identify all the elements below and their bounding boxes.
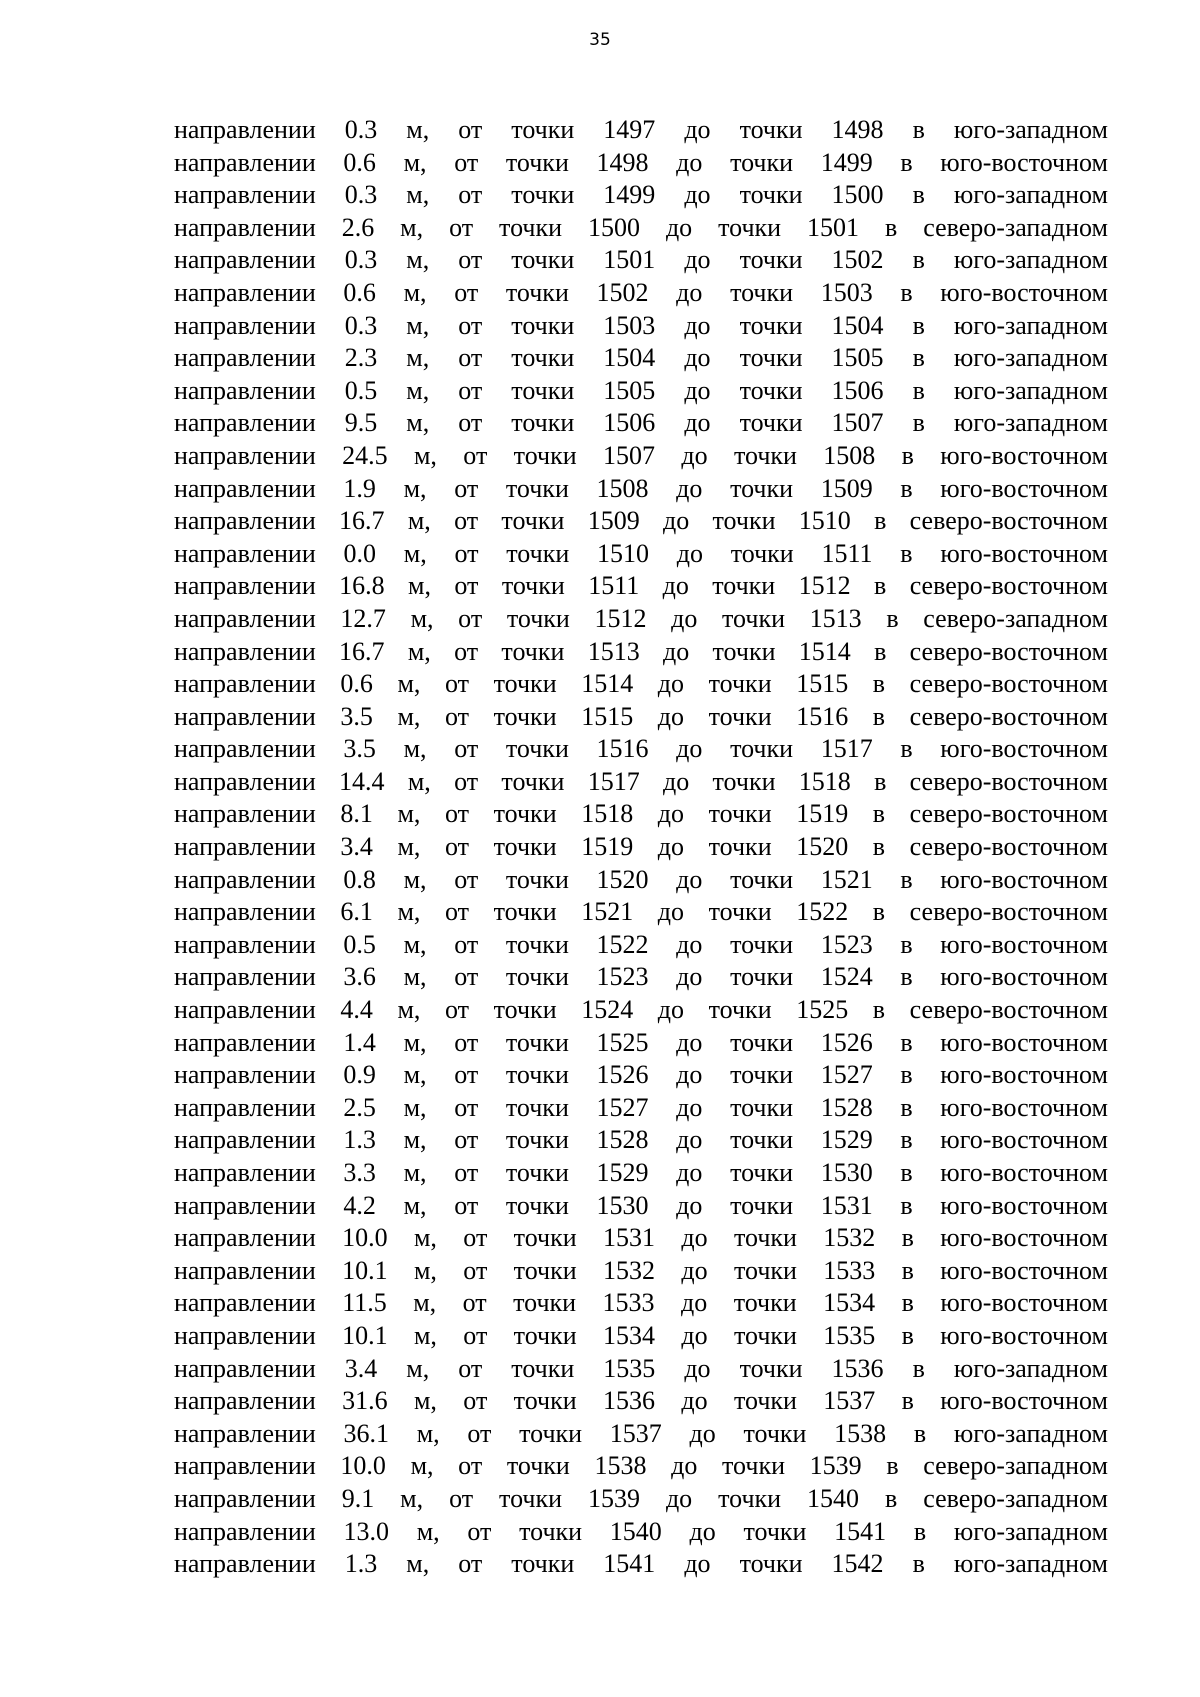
text-line: направлении 10.0 м, от точки 1531 до точки 1532 в юго-восточном: [174, 1223, 1108, 1253]
text-line: направлении 13.0 м, от точки 1540 до точки 1541 в юго-западном: [174, 1516, 1108, 1546]
text-line: направлении 0.9 м, от точки 1526 до точки 1527 в юго-восточном: [174, 1060, 1108, 1090]
text-line: направлении 1.3 м, от точки 1528 до точки 1529 в юго-восточном: [174, 1125, 1108, 1155]
text-line: направлении 0.3 м, от точки 1497 до точки 1498 в юго-западном: [174, 115, 1108, 144]
text-line: направлении 12.7 м, от точки 1512 до точки 1513 в северо-западном: [174, 603, 1108, 633]
text-line: направлении 31.6 м, от точки 1536 до точки 1537 в юго-восточном: [174, 1386, 1108, 1416]
text-line: направлении 9.1 м, от точки 1539 до точки 1540 в северо-западном: [174, 1483, 1108, 1513]
text-line: направлении 10.0 м, от точки 1538 до точки 1539 в северо-западном: [174, 1451, 1108, 1481]
text-line: направлении 0.5 м, от точки 1522 до точки 1523 в юго-восточном: [174, 929, 1108, 959]
document-body-text: [174, 114, 1108, 1581]
text-line: направлении 2.6 м, от точки 1500 до точки 1501 в северо-западном: [174, 212, 1108, 242]
text-line: направлении 0.5 м, от точки 1505 до точки 1506 в юго-западном: [174, 375, 1108, 405]
text-line: направлении 16.8 м, от точки 1511 до точки 1512 в северо-восточном: [174, 571, 1108, 601]
text-line: направлении 4.2 м, от точки 1530 до точки 1531 в юго-восточном: [174, 1190, 1108, 1220]
text-line: направлении 3.5 м, от точки 1516 до точки 1517 в юго-восточном: [174, 734, 1108, 764]
text-line: направлении 11.5 м, от точки 1533 до точки 1534 в юго-восточном: [174, 1288, 1108, 1318]
text-line: направлении 2.5 м, от точки 1527 до точки 1528 в юго-восточном: [174, 1092, 1108, 1122]
text-line: направлении 0.6 м, от точки 1514 до точки 1515 в северо-восточном: [174, 669, 1108, 699]
text-line: направлении 0.3 м, от точки 1503 до точки 1504 в юго-западном: [174, 310, 1108, 340]
text-line: направлении 14.4 м, от точки 1517 до точки 1518 в северо-восточном: [174, 766, 1108, 796]
text-line: направлении 36.1 м, от точки 1537 до точки 1538 в юго-западном: [174, 1418, 1108, 1448]
text-line: направлении 0.0 м, от точки 1510 до точки 1511 в юго-восточном: [174, 538, 1108, 568]
text-line: направлении 0.6 м, от точки 1502 до точки 1503 в юго-восточном: [174, 277, 1108, 307]
text-line: направлении 10.1 м, от точки 1532 до точки 1533 в юго-восточном: [174, 1255, 1108, 1285]
text-line: направлении 16.7 м, от точки 1513 до точки 1514 в северо-восточном: [174, 636, 1108, 666]
text-line: направлении 9.5 м, от точки 1506 до точки 1507 в юго-западном: [174, 408, 1108, 438]
text-line: направлении 1.3 м, от точки 1541 до точки 1542 в юго-западном: [174, 1549, 1108, 1579]
text-line: направлении 8.1 м, от точки 1518 до точки 1519 в северо-восточном: [174, 799, 1108, 829]
text-line: направлении 1.9 м, от точки 1508 до точки 1509 в юго-восточном: [174, 473, 1108, 503]
text-line: направлении 0.6 м, от точки 1498 до точки 1499 в юго-восточном: [174, 147, 1108, 177]
text-line: направлении 6.1 м, от точки 1521 до точки 1522 в северо-восточном: [174, 897, 1108, 927]
text-line: направлении 3.3 м, от точки 1529 до точки 1530 в юго-восточном: [174, 1158, 1108, 1187]
text-line: направлении 3.5 м, от точки 1515 до точки 1516 в северо-восточном: [174, 701, 1108, 731]
text-line: направлении 0.3 м, от точки 1499 до точки 1500 в юго-западном: [174, 180, 1108, 210]
page-number: 35: [589, 30, 611, 50]
text-line: направлении 3.4 м, от точки 1519 до точки 1520 в северо-восточном: [174, 832, 1108, 862]
text-line: направлении 1.4 м, от точки 1525 до точки 1526 в юго-восточном: [174, 1027, 1108, 1057]
text-line: направлении 0.8 м, от точки 1520 до точки 1521 в юго-восточном: [174, 864, 1108, 894]
text-line: направлении 0.3 м, от точки 1501 до точки 1502 в юго-западном: [174, 245, 1108, 275]
text-line: направлении 4.4 м, от точки 1524 до точки 1525 в северо-восточном: [174, 995, 1108, 1025]
text-line: направлении 2.3 м, от точки 1504 до точки 1505 в юго-западном: [174, 343, 1108, 373]
text-line: направлении 16.7 м, от точки 1509 до точки 1510 в северо-восточном: [174, 506, 1108, 536]
text-line: направлении 10.1 м, от точки 1534 до точки 1535 в юго-восточном: [174, 1320, 1108, 1350]
text-line: направлении 3.4 м, от точки 1535 до точки 1536 в юго-западном: [174, 1353, 1108, 1383]
text-line: направлении 24.5 м, от точки 1507 до точки 1508 в юго-восточном: [174, 440, 1108, 470]
text-line: направлении 3.6 м, от точки 1523 до точки 1524 в юго-восточном: [174, 962, 1108, 992]
